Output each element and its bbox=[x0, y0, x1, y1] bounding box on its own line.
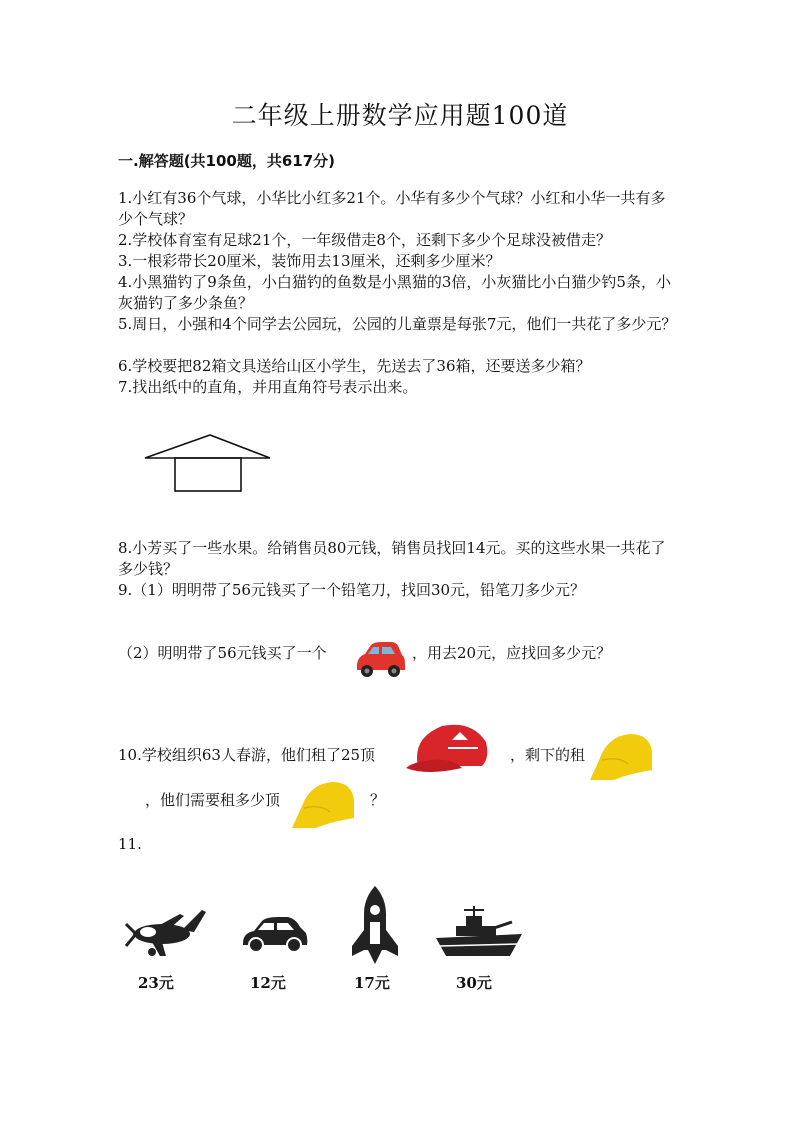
question-4: 4.小黑猫钓了9条鱼，小白猫钓的鱼数是小黑猫的3倍，小灰猫比小白猫少钓5条，小灰猫钓了多少条鱼？ bbox=[118, 273, 671, 312]
question-9-part-2-start: （2）明明带了56元钱买了一个 bbox=[118, 644, 327, 662]
car-icon bbox=[240, 915, 310, 955]
yellow-cap-icon bbox=[290, 778, 356, 830]
question-9-part-1: 9.（1）明明带了56元钱买了一个铅笔刀，找回30元，铅笔刀多少元？ bbox=[118, 581, 586, 599]
item-price: 17元 bbox=[354, 974, 390, 992]
question-8: 8.小芳买了一些水果。给销售员80元钱，销售员找回14元。买的这些水果一共花了多少钱？ bbox=[118, 539, 666, 578]
question-10-start: 10.学校组织63人春游，他们租了25顶 bbox=[118, 746, 376, 764]
question-11: 11. bbox=[118, 835, 142, 853]
question-10-continued: ，他们需要租多少顶 bbox=[145, 791, 281, 809]
question-6: 6.学校要把82箱文具送给山区小学生，先送去了36箱，还要送多少箱？ bbox=[118, 357, 591, 375]
question-10-middle: ，剩下的租 bbox=[510, 746, 586, 764]
item-price: 30元 bbox=[456, 974, 492, 992]
house-shape-figure bbox=[140, 430, 275, 495]
red-cap-icon bbox=[402, 718, 492, 780]
question-2: 2.学校体育室有足球21个，一年级借走8个，还剩下多少个足球没被借走？ bbox=[118, 231, 611, 249]
item-price: 12元 bbox=[250, 974, 286, 992]
question-10-end: ？ bbox=[370, 791, 386, 809]
rocket-icon bbox=[346, 884, 404, 966]
toy-car-icon bbox=[353, 640, 407, 680]
airplane-icon bbox=[122, 902, 208, 960]
question-1: 1.小红有36个气球，小华比小红多21个。小华有多少个气球？小红和小华一共有多少个气球？ bbox=[118, 189, 666, 228]
question-7: 7.找出纸中的直角，并用直角符号表示出来。 bbox=[118, 378, 418, 396]
question-3: 3.一根彩带长20厘米，装饰用去13厘米，还剩多少厘米？ bbox=[118, 252, 501, 270]
question-9-part-2-end: ，用去20元，应找回多少元？ bbox=[412, 644, 612, 662]
ship-icon bbox=[434, 906, 526, 962]
yellow-cap-icon bbox=[588, 730, 654, 782]
page-title: 二年级上册数学应用题100道 bbox=[231, 101, 569, 130]
question-5: 5.周日，小强和4个同学去公园玩，公园的儿童票是每张7元，他们一共花了多少元？ bbox=[118, 315, 677, 333]
section-heading: 一.解答题(共100题，共617分) bbox=[118, 152, 336, 170]
item-price: 23元 bbox=[138, 974, 174, 992]
